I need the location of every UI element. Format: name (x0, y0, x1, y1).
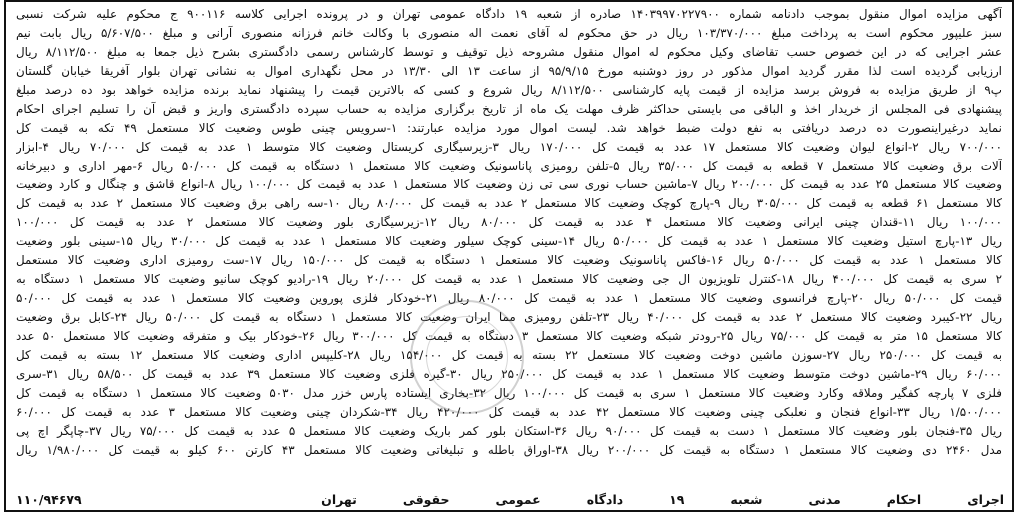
footer-word: شعبه (730, 492, 763, 507)
notice-line: ریال ۳۵-فنجان بلور وضعیت کالا مستعمل ۱ دست به قیمت کل ۹۰/۰۰۰ ریال ۳۶-استکان بلور کمر باریک وضعیت کالا مستعمل ۵ عدد به قیمت کل ۷۵/۰۰۰ ریال ۳۷-چاپگر اچ پی (16, 423, 1002, 438)
notice-line: مدل ۲۴۶۰ دی وضعیت کالا مستعمل ۱ دستگاه به قیمت کل ۲۰۰/۰۰۰ ریال ۳۸-اوراق باطله و تبلیغاتی وضعیت کالا مستعمل ۴۳ کارتن ۶۰۰ کیلو به قیمت کل ۱/۹۸۰/۰۰۰ ریال (16, 442, 1002, 457)
notice-line: ۱۰۰/۰۰۰ ریال ۱۱-قندان چینی ایرانی وضعیت کالا مستعمل ۴ عدد به قیمت کل ۸۰/۰۰۰ ریال ۱۲-زیرسیگاری بلور وضعیت کالا مستعمل ۲ عدد به قیمت کل ۱۰۰/۰۰۰ (16, 215, 1002, 230)
notice-footer (4, 490, 1014, 512)
notice-line: ۲ سری به قیمت کل ۴۰۰/۰۰۰ ریال ۱۸-کنترل تلویزیون ال جی وضعیت کالا مستعمل ۱ عدد به قیمت کل ۲۰/۰۰۰ ریال ۱۹-رادیو کوچک سانیو وضعیت کالا مستعمل ۱ دستگاه به (16, 272, 1002, 287)
footer-word: ۱۹ (669, 492, 685, 507)
notice-line: سبز علیپور محکوم است به پرداخت مبلغ ۱۰۳/۳۷۰/۰۰۰ ریال در حق محکوم له آقای نعمت اله منصوری با وکالت خانم فرزانه منصوری آرانی و مبلغ ۵/۶۰۷/۵۰۰ ریال بابت نیم (16, 25, 1002, 40)
notice-line: قیمت کل ۵۰/۰۰۰ ریال ۲۰-پارچ فرانسوی وضعیت کالا مستعمل ۱ عدد به قیمت کل ۸۰/۰۰۰ ریال ۲۱-خودکار فلزی پوروین وضعیت کالا مستعمل ۱ عدد به قیمت کل ۵۰/۰۰۰ (16, 291, 1002, 306)
notice-line: نماید درغیراینصورت ده درصد دریافتی به نفع دولت ضبط خواهد شد. لیست اموال مورد مزایده عبارتند: ۱-سرویس چینی طوس وضعیت کالا مستعمل ۴۹ تکه به قیمت کل (16, 120, 1002, 135)
notice-line (16, 460, 1002, 479)
footer-word: عمومی (495, 492, 541, 507)
notice-line: پیشنهادی فی المجلس از خریدار اخذ و الباقی می بایستی حداکثر ظرف مهلت یک ماه از تاریخ برگزاری مزایده به حساب سپرده دادگستری واریز و قبض آن را تسلیم اجرای احکام (16, 101, 1002, 116)
notice-line: ریال ۲۲-کیبرد وضعیت کالا مستعمل ۲ عدد به قیمت کل ۴۰/۰۰۰ ریال ۲۳-تلفن رومیزی مما ایران وضعیت کالا مستعمل ۱ دستگاه به قیمت کل ۵۰/۰۰۰ ریال ۲۴-کابل برق وضعیت (16, 310, 1002, 324)
notice-line: به قیمت کل ۲۵۰/۰۰۰ ریال ۲۷-سوزن ماشین دوخت وضعیت کالا مستعمل ۲۲ بسته به قیمت کل ۱۵۴/۰۰۰ ریال ۲۸-کلیپس اداری وضعیت کالا مستعمل ۱۲ بسته به قیمت کل (16, 347, 1002, 362)
notice-line: فلزی ۷ پارچه کفگیر وملاقه وکارد وضعیت کالا مستعمل ۱ سری به قیمت کل ۱۰۰/۰۰۰ ریال ۳۲-بخاری ایستاده پارس خزر مدل ۵۰۳۰ وضعیت کالا مستعمل ۱ دستگاه به قیمت کل (16, 385, 1002, 400)
notice-line: کالا مستعمل ۶۱ قطعه به قیمت کل ۳۰۵/۰۰۰ ریال ۹-پارچ کوچک وضعیت کالا مستعمل ۲ عدد به قیمت کل ۸۰/۰۰۰ ریال ۱۰-سه راهی برق وضعیت کالا مستعمل ۲ عدد به قیمت کل (16, 196, 1002, 211)
notice-line: وضعیت کالا مستعمل ۲۵ عدد به قیمت کل ۲۰۰/۰۰۰ ریال ۷-ماشین حساب نوری سی تی زن وضعیت کالا مستعمل ۱ عدد به قیمت کل ۱۰۰/۰۰۰ ریال ۸-انواع قاشق و چنگال و کارد وضعیت (16, 177, 1002, 192)
notice-line: ارزیابی گردیده است لذا مقرر گردید اموال مذکور در روز دوشنبه مورخ ۹۵/۹/۱۵ از ساعت ۱۳ الی ۱۳/۳۰ در محل نگهداری اموال به نشانی تهران بلوار آفریقا خیابان گلستان (16, 63, 1002, 78)
notice-line: پ۹ از طریق مزایده به فروش برسد مزایده از قیمت پایه کارشناسی ۸/۱۱۲/۵۰۰ ریال شروع و کسی که بالاترین قیمت را پیشنهاد نماید برنده مزایده خواهد بود ده درصد مبلغ (16, 82, 1002, 97)
footer-word: حقوقی (402, 492, 450, 507)
notice-line: ریال ۱۳-پارچ استیل وضعیت کالا مستعمل ۱ عدد به قیمت کل ۵۰/۰۰۰ ریال ۱۴-سینی کوچک سیلور وضعیت کالا مستعمل ۱ عدد به قیمت کل ۳۰/۰۰۰ ریال ۱۵-سینی بلور وضعیت (16, 234, 1002, 249)
footer-word: دادگاه (586, 492, 624, 507)
notice-code: ۱۱۰/۹۴۶۷۹ (16, 492, 82, 507)
notice-line: عشر اجرایی که در این خصوص حسب تقاضای وکیل محکوم له اموال منقول مشروحه ذیل توقیف و توسط کارشناس رسمی دادگستری بشرح ذیل جمعا به مبلغ ۸/۱۱۲/۵۰۰ ریال (16, 44, 1002, 59)
notice-line: کالا مستعمل ۱ عدد به قیمت کل ۵۰/۰۰۰ ریال ۱۶-فاکس پاناسونیک وضعیت کالا مستعمل ۱ دستگاه به قیمت کل ۱۵۰/۰۰۰ ریال ۱۷-ست رومیزی اداری وضعیت کالا مستعمل (16, 253, 1002, 268)
notice-line: ۶۰/۰۰۰ ریال ۲۹-ماشین دوخت متوسط وضعیت کالا مستعمل ۱ عدد به قیمت کل ۲۵۰/۰۰۰ ریال ۳۰-گیره فلزی وضعیت کالا مستعمل ۳۹ عدد به قیمت کل ۵۸/۵۰۰ ریال ۳۱-سری (16, 366, 1002, 381)
notice-line: آلات برق وضعیت کالا مستعمل ۷ قطعه به قیمت کل ۳۵/۰۰۰ ریال ۵-تلفن رومیزی پاناسونیک وضعیت کالا مستعمل ۱ دستگاه به قیمت کل ۵۰/۰۰۰ ریال ۶-مهر اداری و دبیرخانه (16, 158, 1002, 173)
footer-word: اجرای (967, 492, 1004, 507)
notice-line: ۱/۵۰۰/۰۰۰ ریال ۳۳-انواع فنجان و نعلبکی چینی وضعیت کالا مستعمل ۴۲ عدد به قیمت کل ۴۲۰/۰۰۰ ریال ۳۴-شکردان چینی وضعیت کالا مستعمل ۳ عدد به قیمت کل ۶۰/۰۰۰ (16, 404, 1002, 419)
footer-word: احکام (886, 492, 922, 507)
notice-line: کالا مستعمل ۱۵ متر به قیمت کل ۷۵/۰۰۰ ریال ۲۵-رودتر شبکه وضعیت کالا مستعمل ۳ دستگاه به قیمت کل ۳۰۰/۰۰۰ ریال ۲۶-خودکار بیک و متفرقه وضعیت کالا مستعمل ۵۰ عدد (16, 328, 1002, 343)
footer-word: تهران (321, 492, 357, 507)
notice-line: ۷۰۰/۰۰۰ ریال ۲-انواع لیوان وضعیت کالا مستعمل ۱۷ عدد به قیمت کل ۱۷۰/۰۰۰ ریال ۳-زیرسیگاری کریستال وضعیت کالا متوسط ۱ عدد به قیمت کل ۷۰/۰۰۰ ریال ۴-ابزار (16, 139, 1002, 154)
department-signature (321, 492, 1004, 507)
footer-word: مدنی (808, 492, 841, 507)
notice-line: آگهی مزایده اموال منقول بموجب دادنامه شماره ۱۴۰۳۹۹۷۰۲۲۷۹۰۰ صادره از شعبه ۱۹ دادگاه عمومی تهران و در پرونده اجرایی کلاسه ۹۰۰۱۱۶ ج محکوم علیه شرکت نسبی (16, 7, 1002, 21)
auction-notice (4, 0, 1014, 512)
